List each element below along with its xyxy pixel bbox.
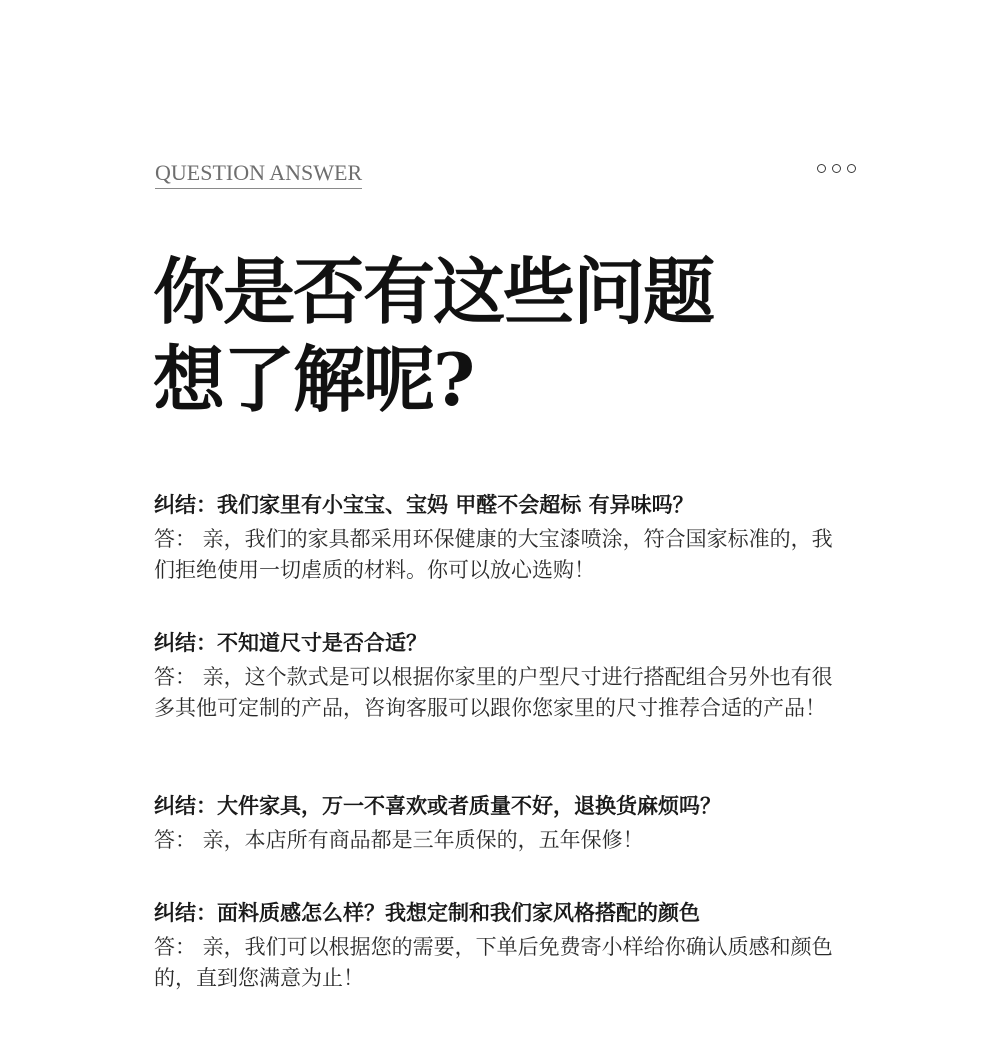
page-title-line-2: 想了解呢? (153, 337, 474, 422)
faq-answer: 答： 亲，我们可以根据您的需要，下单后免费寄小样给你确认质感和颜色的，直到您满意为止！ (154, 935, 833, 990)
faq-question: 纠结：不知道尺寸是否合适？ (154, 630, 427, 655)
more-icon[interactable] (817, 164, 856, 173)
faq-answer: 答： 亲，本店所有商品都是三年质保的，五年保修！ (154, 828, 644, 852)
faq-question: 纠结：我们家里有小宝宝、宝妈 甲醛不会超标 有异味吗？ (154, 492, 694, 517)
dot-icon (847, 164, 856, 173)
faq-answer: 答： 亲，我们的家具都采用环保健康的大宝漆喷涂，符合国家标准的，我们拒绝使用一切虐质的材料。你可以放心选购！ (154, 527, 833, 582)
page-title (153, 248, 713, 424)
faq-question: 纠结：大件家具，万一不喜欢或者质量不好，退换货麻烦吗？ (154, 793, 721, 818)
section-eyebrow: QUESTION ANSWER (155, 160, 362, 189)
dot-icon (817, 164, 826, 173)
dot-icon (832, 164, 841, 173)
faq-question: 纠结：面料质感怎么样？我想定制和我们家风格搭配的颜色 (154, 900, 700, 925)
faq-item (154, 898, 844, 994)
faq-item (154, 791, 844, 856)
faq-answer: 答： 亲，这个款式是可以根据你家里的户型尺寸进行搭配组合另外也有很多其他可定制的产品，咨询客服可以跟你您家里的尺寸推荐合适的产品！ (154, 665, 833, 720)
page-title-line-1: 你是否有这些问题 (153, 249, 714, 334)
faq-item (154, 490, 844, 586)
faq-item (154, 628, 844, 724)
